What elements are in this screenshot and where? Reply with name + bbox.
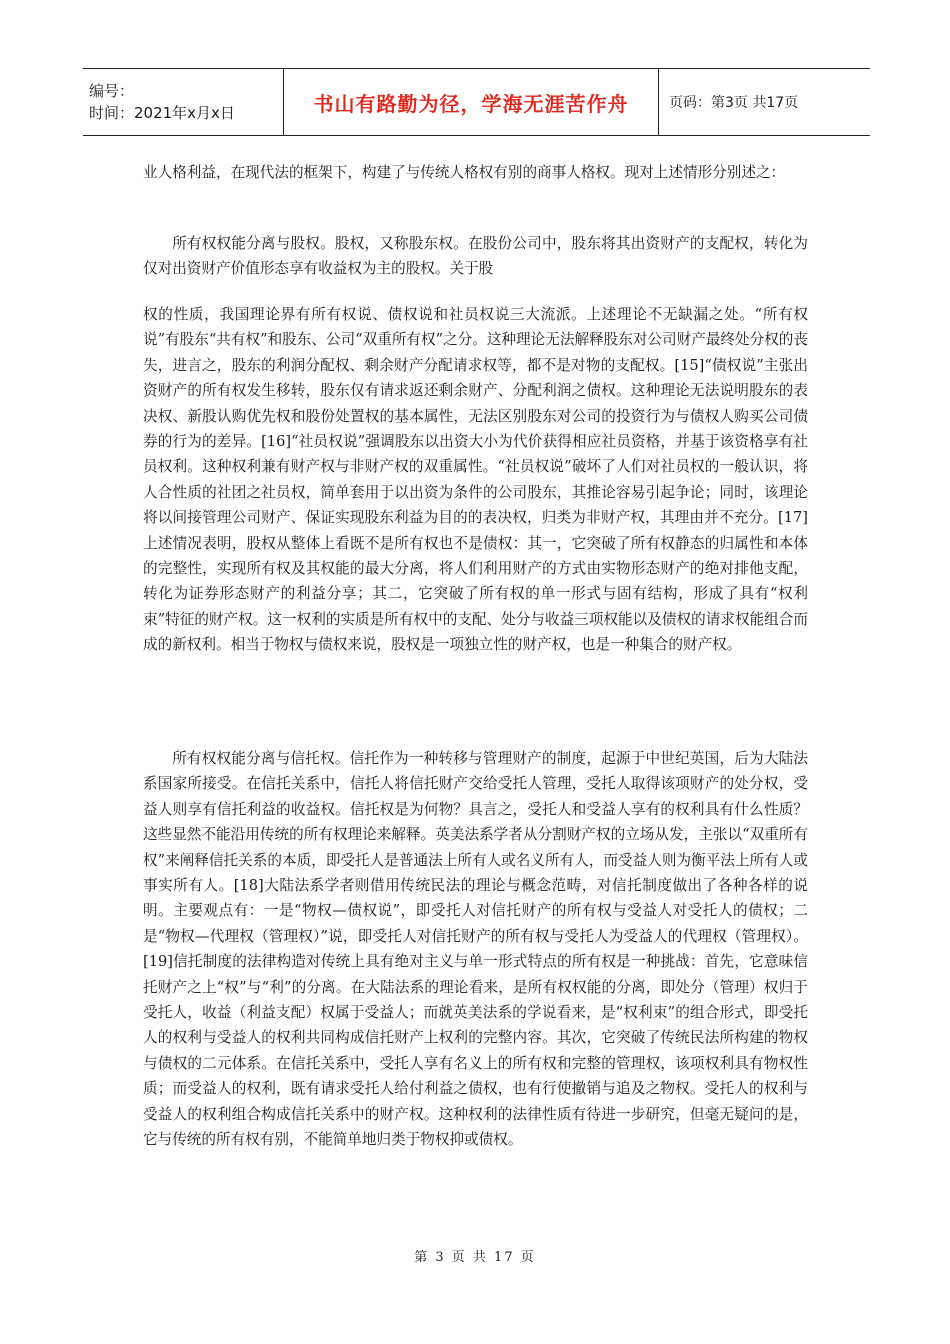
document-header (83, 68, 870, 136)
body-paragraph-1 (143, 160, 808, 185)
body-paragraph-2 (143, 231, 808, 282)
document-number-label: 编号： (89, 82, 135, 100)
body-paragraph-3 (143, 302, 808, 658)
header-page-info-cell (659, 69, 870, 135)
page-footer: 第 3 页 共 17 页 (414, 1250, 536, 1265)
document-date-label: 时间：2021年x月x日 (89, 104, 235, 122)
paragraph-text: 业人格利益，在现代法的框架下，构建了与传统人格权有别的商事人格权。现对上述情形分别述之： (143, 164, 786, 181)
body-paragraph-4 (143, 746, 808, 1153)
paragraph-text: 权的性质，我国理论界有所有权说、债权说和社员权说三大流派。上述理论不无缺漏之处。“所有权说”有股东“共有权”和股东、公司“双重所有权”之分。这种理论无法解释股东对公司财产最终处分权的丧失，进言之，股东的利润分配权、剩余财产分配请求权等，都不是对物的支配权。[15]“债权说”主张出资财产的所有权发生移转，股东仅有请求返还剩余财产、分配利润之债权。这种理论无法说明股东的表决权、新股认购优先权和股份处置权的基本属性，无法区别股东对公司的投资行为与债权人购买公司债券的行为的差异。[16]“社员权说”强调股东以出资大小为代价获得相应社员资格，并基于该资格享有社员权利。这种权利兼有财产权与非财产权的双重属性。“社员权说”破坏了人们对社员权的一般认识，将人合性质的社团之社员权，简单套用于以出资为条件的公司股东，其推论容易引起争论；同时，该理论将以间接管理公司财产、保证实现股东利益为目的的表决权，归类为非财产权，其理由并不充分。[17]上述情况表明，股权从整体上看既不是所有权也不是债权：其一，它突破了所有权静态的归属性和本体的完整性，实现所有权及其权能的最大分离，将人们利用财产的方式由实物形态财产的绝对排他支配，转化为证券形态财产的利益分享；其二，它突破了所有权的单一形式与固有结构，形成了具有“权利束”特征的财产权。这一权利的实质是所有权中的支配、处分与收益三项权能以及债权的请求权能组合而成的新权利。相当于物权与债权来说，股权是一项独立性的财产权，也是一种集合的财产权。 (143, 306, 808, 654)
paragraph-text: 所有权权能分离与股权。股权，又称股东权。在股份公司中，股东将其出资财产的支配权，转化为仅对出资财产价值形态享有收益权为主的股权。关于股 (143, 235, 808, 278)
header-motto: 书山有路勤为径，学海无涯苦作舟 (313, 91, 629, 116)
header-page-info: 页码：第3页 共17页 (669, 95, 799, 111)
header-meta (83, 69, 283, 135)
paragraph-text: 所有权权能分离与信托权。信托作为一种转移与管理财产的制度，起源于中世纪英国，后为大陆法系国家所接受。在信托关系中，信托人将信托财产交给受托人管理，受托人取得该项财产的处分权，受益人则享有信托利益的收益权。信托权是为何物？具言之，受托人和受益人享有的权利具有什么性质？这些显然不能沿用传统的所有权理论来解释。英美法系学者从分割财产权的立场从发，主张以“双重所有权”来阐释信托关系的本质，即受托人是普通法上所有人或名义所有人，而受益人则为衡平法上所有人或事实所有人。[18]大陆法系学者则借用传统民法的理论与概念范畴，对信托制度做出了各种各样的说明。主要观点有：一是“物权—债权说”，即受托人对信托财产的所有权与受益人对受托人的债权；二是“物权—代理权（管理权）”说，即受托人对信托财产的所有权与受托人为受益人的代理权（管理权）。[19]信托制度的法律构造对传统上具有绝对主义与单一形式特点的所有权是一种挑战：首先，它意味信托财产之上“权”与“利”的分离。在大陆法系的理论看来，是所有权权能的分离，即处分（管理）权归于受托人，收益（利益支配）权属于受益人；而就英美法系的学说看来，是“权利束”的组合形式，即受托人的权利与受益人的权利共同构成信托财产上权利的完整内容。其次，它突破了传统民法所构建的物权与债权的二元体系。在信托关系中，受托人享有名义上的所有权和完整的管理权，该项权利具有物权性质；而受益人的权利，既有请求受托人给付利益之债权，也有行使撤销与追及之物权。受托人的权利与受益人的权利组合构成信托关系中的财产权。这种权利的法律性质有待进一步研究，但毫无疑问的是，它与传统的所有权有别，不能简单地归类于物权抑或债权。 (143, 750, 808, 1149)
header-motto-cell (283, 69, 659, 135)
